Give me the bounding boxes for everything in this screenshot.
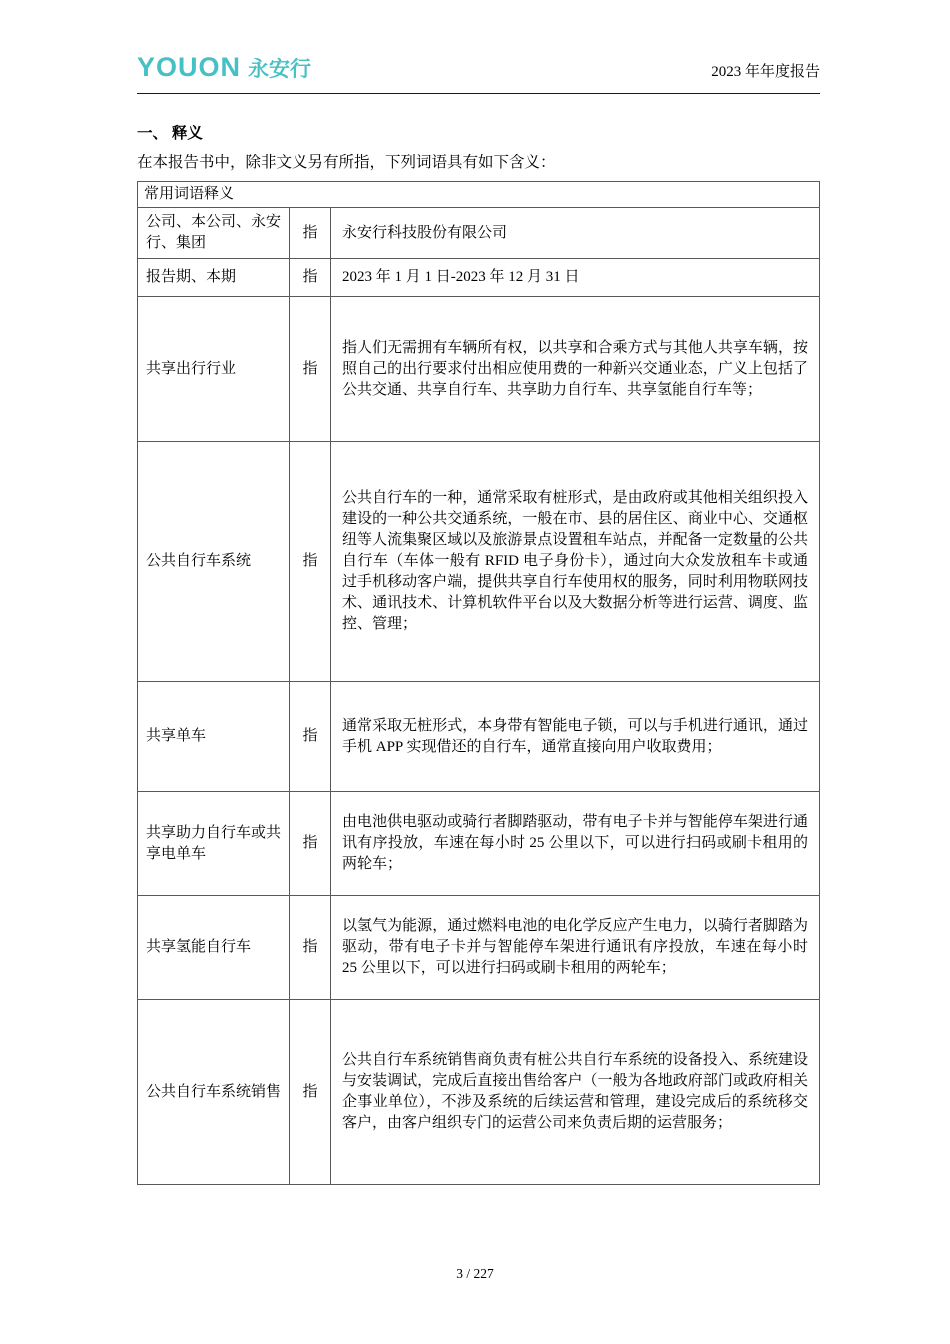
table-row [138,682,820,792]
page-content [137,52,820,1185]
term-cell: 共享单车 [138,682,290,792]
company-logo [137,52,311,83]
page-number: 3 / 227 [456,1266,494,1281]
definition-cell: 指人们无需拥有车辆所有权，以共享和合乘方式与其他人共享车辆，按照自己的出行要求付出相应使用费的一种新兴交通业态，广义上包括了公共交通、共享自行车、共享助力自行车、共享氢能自行车等； [331,297,820,442]
definition-cell: 由电池供电驱动或骑行者脚踏驱动，带有电子卡并与智能停车架进行通讯有序投放，车速在每小时 25 公里以下，可以进行扫码或刷卡租用的两轮车； [331,792,820,896]
definition-cell: 永安行科技股份有限公司 [331,208,820,259]
logo-youon-text: YOUON [137,52,242,82]
table-row [138,259,820,297]
table-row [138,896,820,1000]
zhi-cell: 指 [290,1000,331,1185]
section-title: 一、 释义 [137,125,203,142]
term-cell: 公共自行车系统 [138,442,290,682]
term-cell: 公共自行车系统销售 [138,1000,290,1185]
definition-cell: 公共自行车的一种，通常采取有桩形式，是由政府或其他相关组织投入建设的一种公共交通系统，一般在市、县的居住区、商业中心、交通枢纽等人流集聚区域以及旅游景点设置租车站点，并配备一定数量的公共自行车（车体一般有 RFID 电子身份卡），通过向大众发放租车卡或通过手机移动客户端，提供共享自行车使用权的服务，同时利用物联网技术、通讯技术、计算机软件平台以及大数据分析等进行运营、调度、监控、管理； [331,442,820,682]
table-row [138,792,820,896]
zhi-cell: 指 [290,792,331,896]
definition-cell: 以氢气为能源，通过燃料电池的电化学反应产生电力，以骑行者脚踏为驱动，带有电子卡并与智能停车架进行通讯有序投放，车速在每小时 25 公里以下，可以进行扫码或刷卡租用的两轮车； [331,896,820,1000]
zhi-cell: 指 [290,442,331,682]
page-header [137,52,820,94]
zhi-cell: 指 [290,259,331,297]
report-title: 2023 年年度报告 [711,64,820,80]
definitions-table [137,181,820,1185]
table-header-row [138,182,820,208]
definition-cell: 2023 年 1 月 1 日-2023 年 12 月 31 日 [331,259,820,297]
table-row [138,442,820,682]
term-cell: 共享氢能自行车 [138,896,290,1000]
zhi-cell: 指 [290,208,331,259]
zhi-cell: 指 [290,297,331,442]
term-cell: 共享出行行业 [138,297,290,442]
table-row [138,297,820,442]
term-cell: 报告期、本期 [138,259,290,297]
term-cell: 共享助力自行车或共享电单车 [138,792,290,896]
table-row [138,1000,820,1185]
term-cell: 公司、本公司、永安行、集团 [138,208,290,259]
section-intro: 在本报告书中，除非文义另有所指，下列词语具有如下含义： [137,154,556,171]
zhi-cell: 指 [290,896,331,1000]
logo-chinese-text: 永安行 [248,58,312,81]
definition-cell: 公共自行车系统销售商负责有桩公共自行车系统的设备投入、系统建设与安装调试，完成后直接出售给客户（一般为各地政府部门或政府相关企事业单位），不涉及系统的后续运营和管理，建设完成后的系统移交客户，由客户组织专门的运营公司来负责后期的运营服务； [331,1000,820,1185]
table-row [138,208,820,259]
table-header-cell: 常用词语释义 [138,182,820,208]
zhi-cell: 指 [290,682,331,792]
definition-cell: 通常采取无桩形式，本身带有智能电子锁，可以与手机进行通讯，通过手机 APP 实现借还的自行车，通常直接向用户收取费用； [331,682,820,792]
